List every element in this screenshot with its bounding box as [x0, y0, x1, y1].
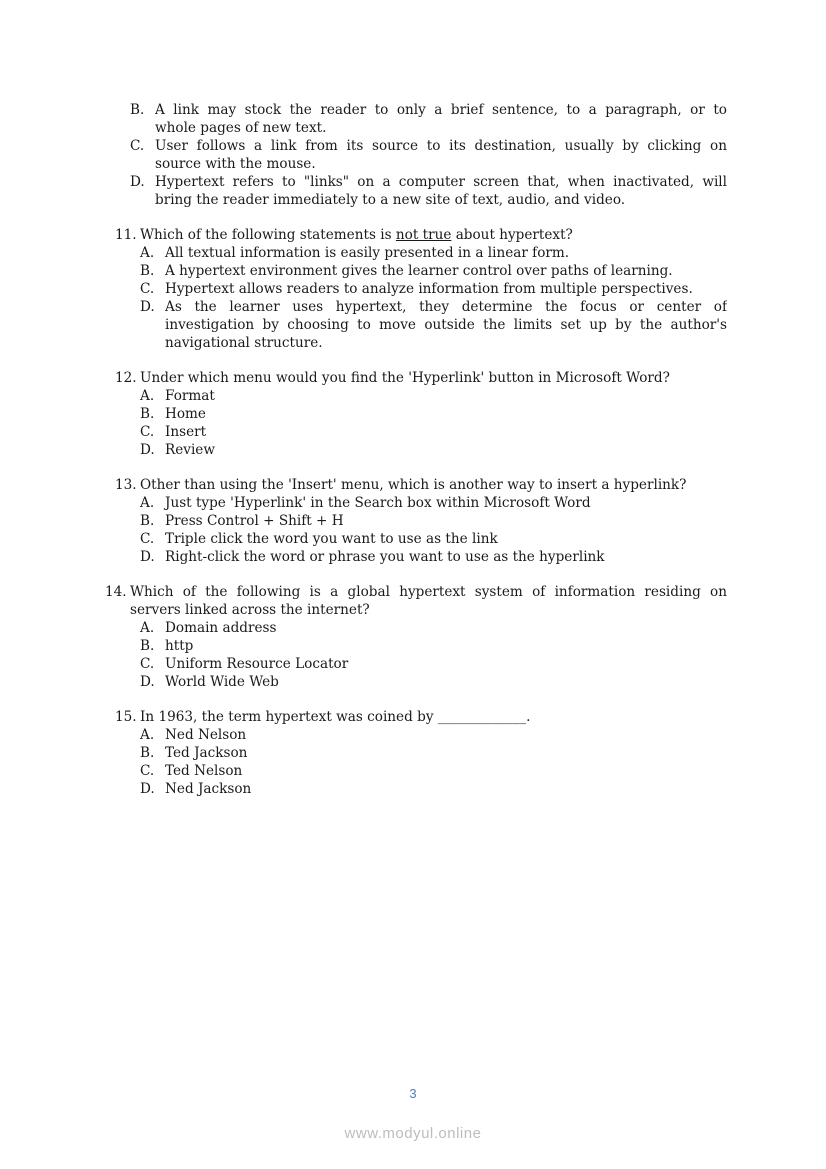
question-stem-label: 14. [105, 584, 127, 600]
answer-option [0, 280, 826, 298]
page-number: 3 [409, 1086, 417, 1101]
answer-option-label: C. [140, 656, 155, 672]
answer-option-text: http [165, 638, 194, 654]
answer-option-label: B. [130, 102, 145, 118]
answer-option-label: A. [140, 388, 155, 404]
answer-option [0, 673, 826, 691]
answer-option [0, 387, 826, 405]
answer-option-label: B. [140, 263, 155, 279]
answer-option [0, 744, 826, 762]
underlined-phrase: not true [395, 227, 452, 243]
answer-option-text: Uniform Resource Locator [165, 656, 349, 672]
question-stem-text: In 1963, the term hypertext was coined by _____________. [140, 709, 531, 725]
answer-option [0, 637, 826, 655]
question-stem-text: Other than using the 'Insert' menu, which is another way to insert a hyperlink? [140, 477, 687, 493]
answer-option [0, 530, 826, 548]
answer-option [0, 494, 826, 512]
question-14 [0, 583, 826, 691]
answer-option-label: C. [140, 763, 155, 779]
question-stem [0, 583, 826, 619]
answer-option-label: C. [140, 424, 155, 440]
answer-option-text: navigational structure. [165, 335, 323, 351]
answer-option-label: C. [130, 138, 145, 154]
question-13 [0, 476, 826, 566]
answer-option-label: B. [140, 638, 155, 654]
answer-option-label: A. [140, 620, 155, 636]
answer-option-label: C. [140, 281, 155, 297]
document-body [0, 101, 826, 798]
answer-option-text: whole pages of new text. [155, 120, 327, 136]
answer-option [0, 244, 826, 262]
question-15 [0, 708, 826, 798]
answer-option-text: A hypertext environment gives the learner control over paths of learning. [165, 263, 673, 279]
question-stem-label: 15. [115, 709, 137, 725]
answer-option-text: Press Control + Shift + H [165, 513, 344, 529]
question-stem [0, 708, 826, 726]
answer-option-text: Just type 'Hyperlink' in the Search box within Microsoft Word [165, 495, 591, 511]
answer-option-text: Review [165, 442, 215, 458]
answer-option [0, 441, 826, 459]
question-stem-text: Under which menu would you find the 'Hyperlink' button in Microsoft Word? [140, 370, 670, 386]
answer-option-label: A. [140, 727, 155, 743]
answer-option-text: Domain address [165, 620, 277, 636]
answer-option-label: C. [140, 531, 155, 547]
answer-option-label: A. [140, 495, 155, 511]
question-stem [0, 476, 826, 494]
answer-option-text: As the learner uses hypertext, they determine the focus or center of [165, 299, 727, 315]
answer-option-text: Ted Nelson [165, 763, 243, 779]
answer-option-text: World Wide Web [165, 674, 279, 690]
answer-option-text: Ned Nelson [165, 727, 247, 743]
question-stem [0, 369, 826, 387]
watermark: www.modyul.online [344, 1125, 482, 1142]
answer-option [0, 423, 826, 441]
question-stem-text: Which of the following is a global hypertext system of information residing on [130, 584, 727, 600]
answer-option [0, 262, 826, 280]
answer-option-text: User follows a link from its source to its destination, usually by clicking on [155, 138, 727, 154]
answer-option-text: Format [165, 388, 215, 404]
answer-option-text: source with the mouse. [155, 156, 316, 172]
answer-option-text: bring the reader immediately to a new site of text, audio, and video. [155, 192, 626, 208]
answer-option-label: D. [140, 674, 155, 690]
question-stem-label: 13. [115, 477, 137, 493]
answer-option-label: D. [140, 549, 155, 565]
answer-option [0, 655, 826, 673]
answer-option [0, 298, 826, 352]
answer-option-text: Hypertext allows readers to analyze information from multiple perspectives. [165, 281, 693, 297]
question-stem-label: 11. [115, 227, 137, 243]
answer-option [0, 548, 826, 566]
answer-option [0, 137, 826, 173]
answer-option [0, 512, 826, 530]
answer-option-text: investigation by choosing to move outside the limits set up by the author's [165, 317, 727, 333]
answer-option-label: B. [140, 406, 155, 422]
answer-option-text: Home [165, 406, 206, 422]
question-stem-label: 12. [115, 370, 137, 386]
answer-option-text: Ned Jackson [165, 781, 252, 797]
question-stem-text: Which of the following statements is not true about hypertext? [140, 227, 573, 243]
question-11 [0, 226, 826, 352]
question-stem [0, 226, 826, 244]
answer-option-label: A. [140, 245, 155, 261]
answer-option-label: D. [130, 174, 145, 190]
answer-option-text: Right-click the word or phrase you want to use as the hyperlink [165, 549, 605, 565]
answer-option-text: Hypertext refers to "links" on a computer screen that, when inactivated, will [155, 174, 727, 190]
answer-option [0, 101, 826, 137]
question-stem-text: servers linked across the internet? [130, 602, 370, 618]
answer-option-text: Triple click the word you want to use as the link [165, 531, 498, 547]
answer-option [0, 405, 826, 423]
answer-option [0, 762, 826, 780]
answer-option-label: B. [140, 745, 155, 761]
answer-option [0, 726, 826, 744]
question-12 [0, 369, 826, 459]
answer-option-label: D. [140, 299, 155, 315]
answer-option-text: Ted Jackson [165, 745, 248, 761]
answer-option-text: A link may stock the reader to only a brief sentence, to a paragraph, or to [155, 102, 727, 118]
answer-option [0, 780, 826, 798]
answer-option-text: All textual information is easily presented in a linear form. [165, 245, 570, 261]
answer-option-text: Insert [165, 424, 207, 440]
answer-option [0, 173, 826, 209]
answer-option-label: B. [140, 513, 155, 529]
answer-option-label: D. [140, 442, 155, 458]
answer-option-label: D. [140, 781, 155, 797]
answer-option [0, 619, 826, 637]
